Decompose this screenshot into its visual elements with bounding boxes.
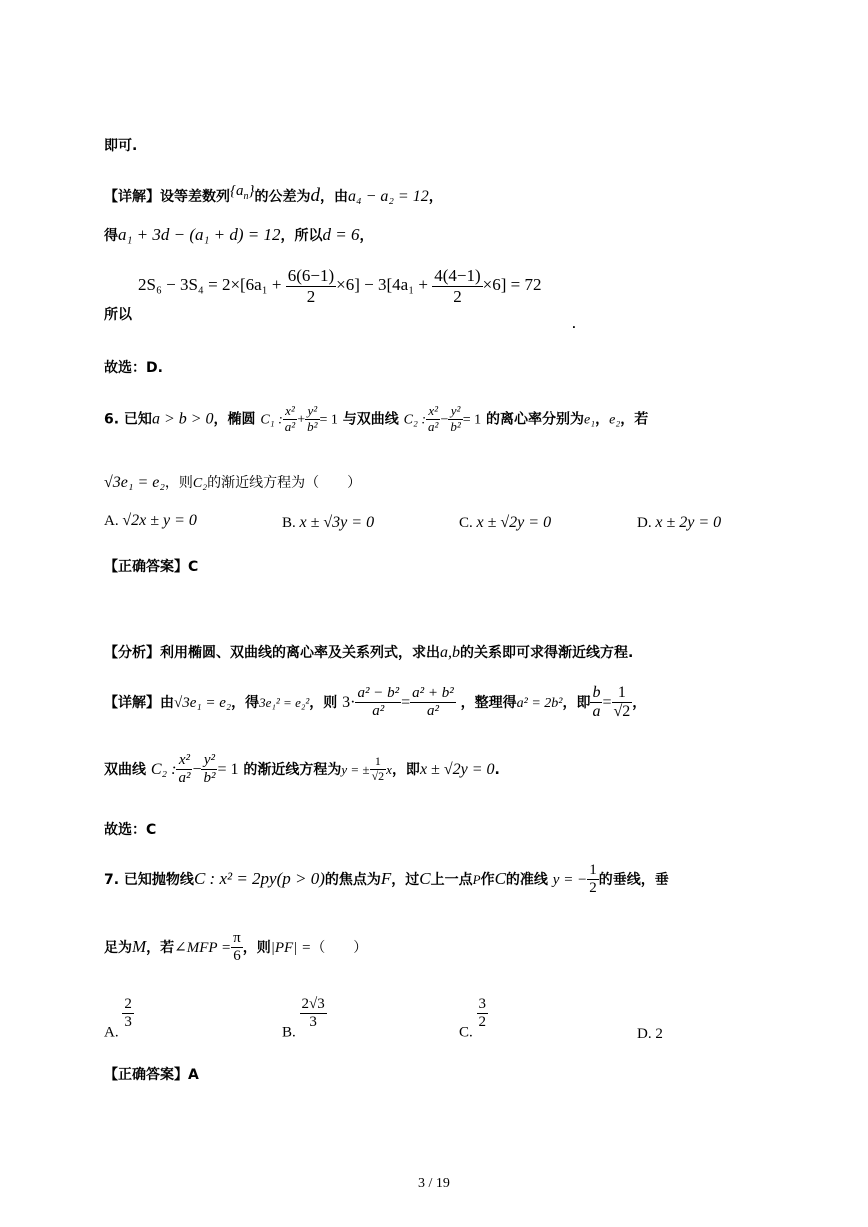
- math: a² = 2b²: [516, 695, 563, 711]
- text: ，所以: [280, 228, 323, 244]
- text-line: [104, 183, 443, 207]
- math: x: [386, 761, 392, 777]
- text: 【详解】设等差数列: [104, 189, 230, 205]
- text: 的公差为: [254, 189, 311, 205]
- math: 3e₁² = e₂²: [259, 694, 310, 710]
- formula: [138, 266, 542, 306]
- fraction: $\frac{\pi}{6}$: [233, 930, 241, 965]
- option-b[interactable]: B. x ± √3y = 0: [282, 514, 375, 531]
- math: C : x² = 2py(p > 0): [193, 868, 325, 888]
- fraction: $\frac{1}{√2}$: [371, 754, 385, 784]
- math: ∠MFP =: [174, 939, 232, 956]
- text: 所以: [104, 307, 132, 323]
- text: ，: [428, 189, 443, 205]
- text: 的垂线，垂: [598, 871, 669, 888]
- option-d[interactable]: D. x ± 2y = 0: [637, 514, 722, 531]
- answer-6: 【正确答案】C: [104, 559, 199, 575]
- question-7: [104, 862, 669, 898]
- math: = 1: [217, 760, 239, 778]
- text-line: [104, 357, 163, 377]
- text: ，: [595, 411, 610, 428]
- question-6: 6. 已知a > b > 0，椭圆 C₁ : $\frac{\text{x²}}{\text{a²}}$ + $\frac{\text{y²}}{\text{b²}}$ = 1 与双曲线 C₂ : $\frac{\text{x²}}{\text{a²}}$ − $\frac{\text{y²}}{\text{b²}}$ = 1 的离心率分别为e₁，e₂，若: [104, 403, 649, 434]
- text: 的渐近线方程为: [243, 761, 342, 778]
- text: 得: [104, 228, 118, 244]
- text: 作: [480, 871, 495, 888]
- math: = 1: [462, 412, 482, 428]
- math: √3e₁ = e₂: [174, 694, 232, 711]
- text: ，即: [391, 761, 420, 778]
- text: ，若: [146, 939, 175, 956]
- fraction: $\frac{\text{a² − b²}}{\text{a²}}$: [357, 685, 400, 720]
- math: 2S₆ − 3S₄ = 2×[6a₁ +: [138, 275, 286, 295]
- text-line: [104, 304, 132, 324]
- select-6: 故选：C: [104, 822, 157, 838]
- math: d: [310, 185, 320, 206]
- math: C₂ :: [150, 760, 177, 778]
- math: M: [132, 936, 147, 956]
- math: C₂ :: [403, 412, 427, 428]
- math: √3e₁ = e₂: [104, 474, 165, 491]
- text: ，则: [164, 475, 193, 491]
- text-line: [572, 320, 576, 331]
- math: 3·: [342, 693, 356, 711]
- math: = 1: [319, 412, 338, 428]
- fraction: $\frac{\text{y²}}{\text{b²}}$: [307, 403, 318, 434]
- text: 的准线: [505, 871, 548, 888]
- page-number: 3 / 19: [418, 1176, 450, 1191]
- text: 【分析】利用椭圆、双曲线的离心率及关系列式，求出: [104, 645, 440, 661]
- text: ，: [632, 694, 647, 711]
- text: ，则: [242, 939, 271, 956]
- fraction: $\frac{1}{2}$: [589, 862, 597, 897]
- fraction: $\frac{\text{y²}}{\text{b²}}$: [450, 403, 461, 434]
- option-a[interactable]: A. √2x ± y = 0: [104, 512, 197, 529]
- math: e₁: [584, 412, 596, 428]
- text: ，得: [231, 694, 260, 711]
- text: 【详解】由: [104, 694, 174, 711]
- math: C₁ :: [260, 412, 283, 428]
- math: C: [494, 868, 506, 888]
- fraction: $\frac{\text{y²}}{\text{b²}}$: [203, 752, 216, 787]
- math: e₂: [609, 412, 621, 428]
- math: ×6] = 72: [482, 275, 542, 295]
- math: P: [472, 871, 481, 887]
- math: ×6] − 3[4a₁ +: [336, 275, 433, 295]
- math: y = −: [552, 871, 588, 888]
- text: （ ）: [311, 939, 368, 956]
- text: 足为: [104, 939, 132, 956]
- text: ，过: [391, 871, 420, 888]
- option-7d[interactable]: D. 2: [637, 1026, 663, 1042]
- math: C: [419, 868, 431, 888]
- question-6-line2: [104, 472, 361, 492]
- text: ，则: [309, 694, 338, 711]
- math: a > b > 0: [151, 410, 214, 428]
- math: a₁ + 3d − (a₁ + d) = 12: [118, 225, 281, 244]
- text-line: [104, 225, 374, 245]
- text: ，若: [620, 411, 649, 428]
- fraction: $\frac{4(4-1)}{2}$: [434, 266, 481, 306]
- analysis-6: [104, 642, 633, 662]
- text-line: [104, 135, 137, 155]
- text: ，: [359, 228, 374, 244]
- option-c[interactable]: C. x ± √2y = 0: [459, 514, 552, 531]
- detail-6-line2: 双曲线 C₂ : $\frac{\text{x²}}{\text{a²}}$ − $\frac{\text{y²}}{\text{b²}}$ = 1 的渐近线方程为y = ± $\frac{1}{√2}$ x，即x ± √2y = 0.: [104, 752, 500, 787]
- math: |PF| =: [270, 939, 312, 956]
- text: 的关系即可求得渐近线方程.: [460, 645, 634, 661]
- text: 6. 已知: [104, 411, 152, 428]
- text: ，整理得: [460, 694, 517, 711]
- option-7b[interactable]: B. $\frac{2√3}{3}$: [282, 996, 325, 1041]
- option-7a[interactable]: A. $\frac{2}{3}$: [104, 996, 132, 1041]
- fraction: $\frac{b}{a}$: [592, 684, 601, 721]
- math: a₄ − a₂ = 12: [348, 188, 429, 205]
- fraction: $\frac{\text{x²}}{\text{a²}}$: [284, 403, 296, 434]
- fraction: $\frac{\text{x²}}{\text{a²}}$: [428, 403, 439, 434]
- text: ，即: [562, 694, 591, 711]
- text: 的离心率分别为: [486, 411, 585, 428]
- detail-6: 【详解】由√3e₁ = e₂，得3e₁² = e₂²，则 3· $\frac{\text{a² − b²}}{\text{a²}}$ = $\frac{\text{a² + b²}}{\text{a²}}$ ，整理得a² = 2b²，即 $\frac{b}{a}$ = $\frac{1}{√2}$ ，: [104, 684, 647, 721]
- text: 的焦点为: [324, 871, 381, 888]
- text: .: [572, 320, 576, 331]
- math: F: [380, 868, 392, 888]
- text: 与双曲线: [342, 411, 399, 428]
- text: 即可.: [104, 138, 138, 154]
- question-7-line2: [104, 930, 367, 966]
- text: 7. 已知抛物线: [104, 871, 194, 888]
- text: 故选：D.: [104, 360, 163, 376]
- math: $\{a_n\}$: [230, 183, 255, 202]
- math: y = ±: [341, 761, 370, 777]
- text: ，由: [320, 189, 348, 205]
- fraction: $\frac{6(6-1)}{2}$: [287, 266, 335, 306]
- math: C₂: [192, 476, 208, 491]
- fraction: $\frac{\text{a² + b²}}{\text{a²}}$: [412, 685, 454, 720]
- math: d = 6: [322, 225, 360, 244]
- fraction: $\frac{1}{√2}$: [613, 684, 631, 721]
- answer-7: 【正确答案】A: [104, 1067, 199, 1083]
- math: a,b: [440, 644, 460, 661]
- text: 双曲线: [104, 761, 146, 778]
- text: 的渐近线方程为（ ）: [207, 475, 362, 491]
- fraction: $\frac{\text{x²}}{\text{a²}}$: [178, 752, 191, 787]
- option-7c[interactable]: C. $\frac{3}{2}$: [459, 996, 487, 1041]
- text: .: [494, 761, 500, 778]
- math: =: [401, 693, 411, 711]
- math: x ± √2y = 0: [419, 760, 495, 778]
- text: 上一点: [430, 871, 473, 888]
- text: ，椭圆: [213, 411, 256, 428]
